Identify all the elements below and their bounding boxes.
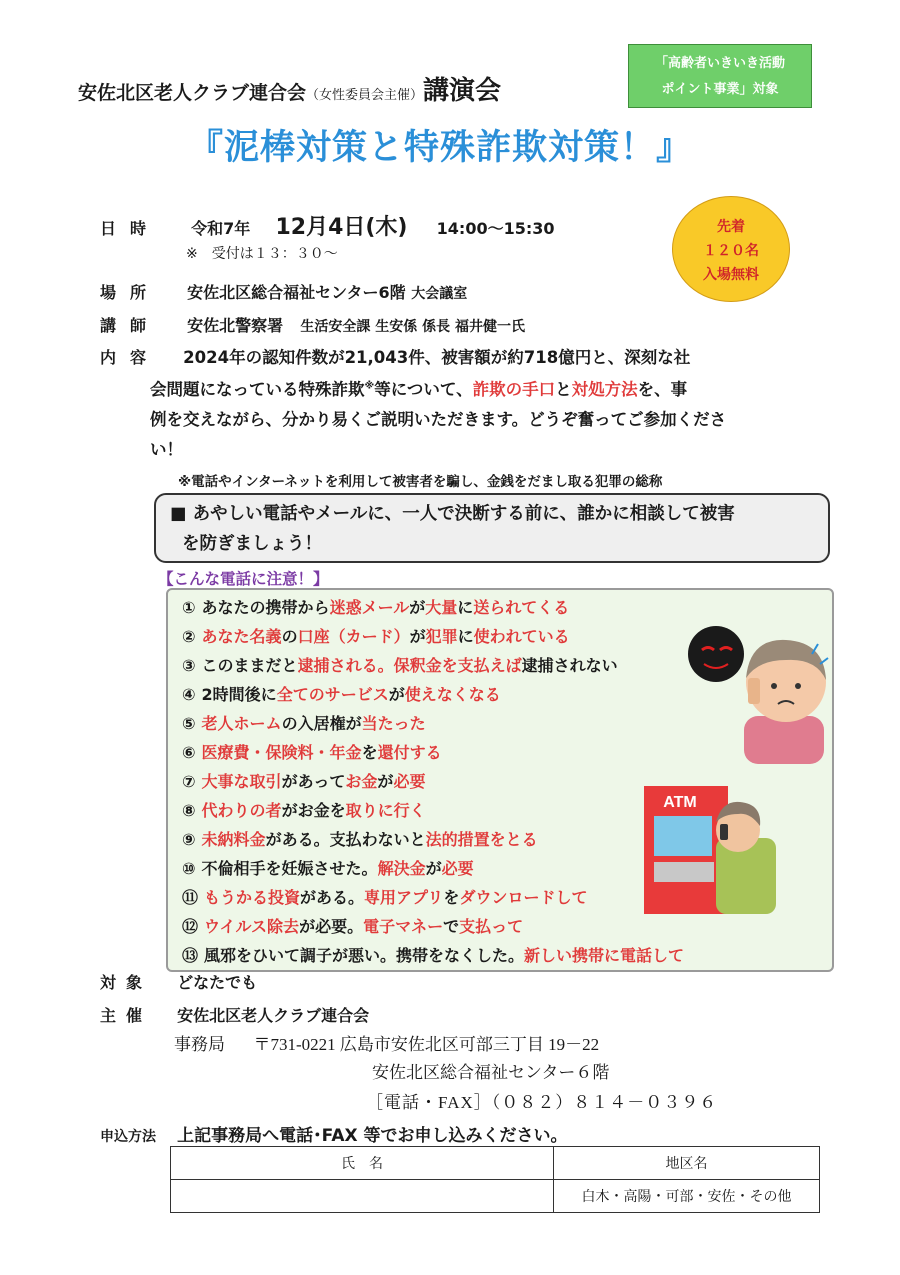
- scam-text: がお金を: [281, 801, 346, 820]
- scam-item: [182, 740, 442, 763]
- scam-text: がある。支払わないと: [265, 830, 426, 849]
- host-note: （女性委員会主催）: [306, 88, 424, 103]
- scam-item-number: ①: [182, 598, 196, 617]
- scam-text: が: [409, 598, 426, 617]
- atm-illustration: [640, 782, 778, 914]
- content-line-1: 2024年の認知件数が21,043件、被害額が約718億円と、深刻な社: [183, 348, 691, 367]
- scam-item-number: ⑬: [182, 946, 199, 965]
- scam-item-number: ④: [182, 685, 196, 704]
- scam-keyword: ウイルス除去: [204, 917, 300, 936]
- scam-text: が: [388, 685, 405, 704]
- place-label: 場所: [100, 283, 161, 302]
- target-label: 対象: [100, 973, 153, 992]
- banner-line-1: ■ あやしい電話やメールに、一人で決断する前に、誰かに相談して被害: [170, 504, 735, 524]
- target-value: どなたでも: [177, 973, 258, 992]
- application-form: [170, 1146, 820, 1213]
- date-value: 12月4日(木): [275, 215, 408, 240]
- footnote: ※電話やインターネットを利用して被害者を騙し、金銭をだまし取る犯罪の総称: [178, 474, 663, 490]
- speaker-label: 講師: [100, 316, 161, 335]
- scam-keyword: ダウンロードして: [459, 888, 588, 907]
- atm-label: ATM: [663, 794, 697, 811]
- apply-label: 申込方法: [100, 1129, 156, 1145]
- scam-keyword: 当たった: [361, 714, 426, 733]
- scam-keyword: 新しい携帯に電話して: [524, 946, 685, 965]
- office-phone: ［電話・FAX］（０８２）８１４－０３９６: [366, 1093, 718, 1112]
- scam-item-number: ⑪: [182, 888, 199, 907]
- content-line-4: い！: [150, 440, 183, 459]
- scam-text: の入居権が: [281, 714, 362, 733]
- lecture-label: 講演会: [423, 76, 502, 106]
- point-program-badge: [628, 44, 812, 108]
- target-row: [100, 970, 257, 993]
- scam-keyword: 大事な取引: [201, 772, 282, 791]
- scam-item: [182, 885, 587, 908]
- badge-line-1: 「高齢者いきいき活動: [654, 56, 785, 71]
- scam-text: 2時間後に: [201, 685, 277, 704]
- name-field[interactable]: [171, 1180, 554, 1213]
- scam-text: が: [409, 627, 426, 646]
- office-address-1: 〒731-0221 広島市安佐北区可部三丁目 19－22: [253, 1035, 600, 1054]
- content-line-2: [150, 376, 687, 400]
- scam-item: [182, 943, 684, 966]
- scam-item-number: ⑨: [182, 830, 196, 849]
- scam-item: [182, 624, 570, 647]
- scam-text: が必要。: [299, 917, 364, 936]
- phone-in-hand-icon: [748, 678, 760, 704]
- host-label: 主催: [100, 1006, 153, 1025]
- scam-keyword: もうかる投資: [204, 888, 301, 907]
- scam-text: を: [361, 743, 378, 762]
- scam-keyword: 迷惑メール: [329, 598, 410, 617]
- phone-icon: [720, 824, 728, 840]
- scam-text: があって: [281, 772, 346, 791]
- phone-scam-illustration: [682, 620, 830, 766]
- scam-keyword: 犯罪: [425, 627, 458, 646]
- scam-item-number: ⑦: [182, 772, 196, 791]
- office-address-2: 安佐北区総合福祉センター６階: [372, 1063, 610, 1082]
- scam-keyword: 全てのサービス: [276, 685, 389, 704]
- badge-line-2: ポイント事業」対象: [661, 82, 779, 97]
- highlight-countermeasure: 対処方法: [571, 380, 638, 399]
- scam-item-number: ⑥: [182, 743, 196, 762]
- scam-keyword: 使えなくなる: [404, 685, 501, 704]
- time-value: 14:00〜15:30: [436, 219, 555, 238]
- scam-item: [182, 595, 569, 618]
- caller-silhouette-icon: [688, 626, 744, 682]
- scam-item-number: ⑩: [182, 859, 196, 878]
- scam-keyword: 老人ホーム: [201, 714, 282, 733]
- warning-banner: [154, 493, 830, 563]
- speaker-row: [100, 313, 525, 336]
- office-label: 事務局: [174, 1035, 225, 1054]
- scam-keyword: 未納料金: [201, 830, 266, 849]
- scam-item: [182, 856, 474, 879]
- scam-keyword: あなた名義: [201, 627, 282, 646]
- district-field[interactable]: 白木・高陽・可部・安佐・その他: [554, 1180, 820, 1213]
- place-value: 安佐北区総合福祉センター6階: [187, 283, 406, 302]
- scam-text: が: [425, 859, 442, 878]
- date-era: 令和7年: [191, 219, 251, 238]
- name-header: 氏 名: [171, 1147, 554, 1180]
- content-text: と: [555, 380, 572, 399]
- scam-keyword: 代わりの者: [201, 801, 282, 820]
- organizer-name: 安佐北区老人クラブ連合会: [78, 82, 307, 104]
- scam-keyword: 必要: [393, 772, 426, 791]
- office-row: [174, 1030, 599, 1055]
- scam-item: [182, 914, 523, 937]
- free-badge-line-3: 入場無料: [703, 267, 759, 283]
- scam-keyword: 解決金: [377, 859, 426, 878]
- scam-keyword: 大量: [425, 598, 458, 617]
- apply-text: 上記事務局へ電話･FAX 等でお申し込みください。: [177, 1126, 568, 1146]
- room-value: 大会議室: [411, 286, 468, 302]
- scam-item-number: ②: [182, 627, 196, 646]
- apply-row: [100, 1121, 568, 1146]
- free-entry-badge: [672, 196, 790, 302]
- scam-keyword: 専用アプリ: [364, 888, 444, 907]
- scam-text: 逮捕されない: [521, 656, 618, 675]
- atm-screen: [654, 816, 712, 856]
- scam-keyword: 送られてくる: [473, 598, 570, 617]
- scam-keyword: 医療費・保険料・年金: [201, 743, 362, 762]
- scam-item: [182, 682, 501, 705]
- host-value: 安佐北区老人クラブ連合会: [177, 1006, 370, 1025]
- scam-text: に: [457, 627, 474, 646]
- scam-text: が: [377, 772, 394, 791]
- scam-item: [182, 711, 426, 734]
- scam-item: [182, 827, 538, 850]
- organizer-line: [78, 70, 501, 107]
- scam-item: [182, 769, 425, 792]
- scam-item-number: ③: [182, 656, 196, 675]
- highlight-scam-method: 詐欺の手口: [472, 380, 556, 399]
- woman-body: [744, 716, 824, 764]
- scam-text: の: [281, 627, 298, 646]
- scam-keyword: 必要: [441, 859, 474, 878]
- scam-text: 風邪をひいて調子が悪い。携帯をなくした。: [204, 946, 525, 965]
- scam-text: で: [443, 917, 460, 936]
- scam-text: に: [457, 598, 474, 617]
- scam-keyword: 口座（カード）: [297, 627, 410, 646]
- content-text: 会問題になっている特殊詐欺: [150, 380, 365, 399]
- scam-text: を: [443, 888, 460, 907]
- scam-item-number: ⑤: [182, 714, 196, 733]
- scam-item-number: ⑫: [182, 917, 199, 936]
- content-row: [100, 344, 690, 368]
- caution-title: 【こんな電話に注意！】: [158, 570, 329, 588]
- host-row: [100, 1003, 369, 1026]
- scam-keyword: 逮捕される。保釈金を支払えば: [297, 656, 522, 675]
- scam-item-number: ⑧: [182, 801, 196, 820]
- scam-keyword: 電子マネー: [363, 917, 444, 936]
- reception-note: ※ 受付は１３：３０〜: [186, 246, 338, 262]
- content-line-3: 例を交えながら、分かり易くご説明いただきます。どうぞ奮ってご参加くださ: [150, 410, 727, 429]
- speaker-detail: 生活安全課 生安係 係長 福井健一氏: [300, 319, 525, 335]
- district-header: 地区名: [554, 1147, 820, 1180]
- date-label: 日時: [100, 219, 161, 238]
- free-badge-line-2: １２０名: [703, 243, 759, 259]
- scam-text: あなたの携帯から: [201, 598, 330, 617]
- scam-keyword: 法的措置をとる: [425, 830, 538, 849]
- scam-keyword: 還付する: [377, 743, 442, 762]
- scam-keyword: 取りに行く: [345, 801, 426, 820]
- scam-item: [182, 653, 618, 676]
- banner-line-2: を防ぎましょう！: [182, 534, 322, 554]
- speaker-org: 安佐北警察署: [187, 316, 284, 335]
- date-row: [100, 210, 555, 241]
- scam-keyword: 使われている: [473, 627, 570, 646]
- scam-item: [182, 798, 426, 821]
- free-badge-line-1: 先着: [717, 219, 745, 235]
- scam-text: 不倫相手を妊娠させた。: [201, 859, 378, 878]
- content-text: 等について、: [374, 380, 473, 399]
- scam-keyword: 支払って: [459, 917, 524, 936]
- scam-text: このままだと: [201, 656, 298, 675]
- place-row: [100, 280, 467, 303]
- footnote-mark: ※: [364, 380, 375, 392]
- content-text: を、事: [637, 380, 688, 399]
- scam-keyword: お金: [345, 772, 378, 791]
- scam-text: がある。: [300, 888, 365, 907]
- content-label: 内容: [100, 348, 161, 367]
- main-title: 『泥棒対策と特殊詐欺対策！』: [188, 128, 693, 168]
